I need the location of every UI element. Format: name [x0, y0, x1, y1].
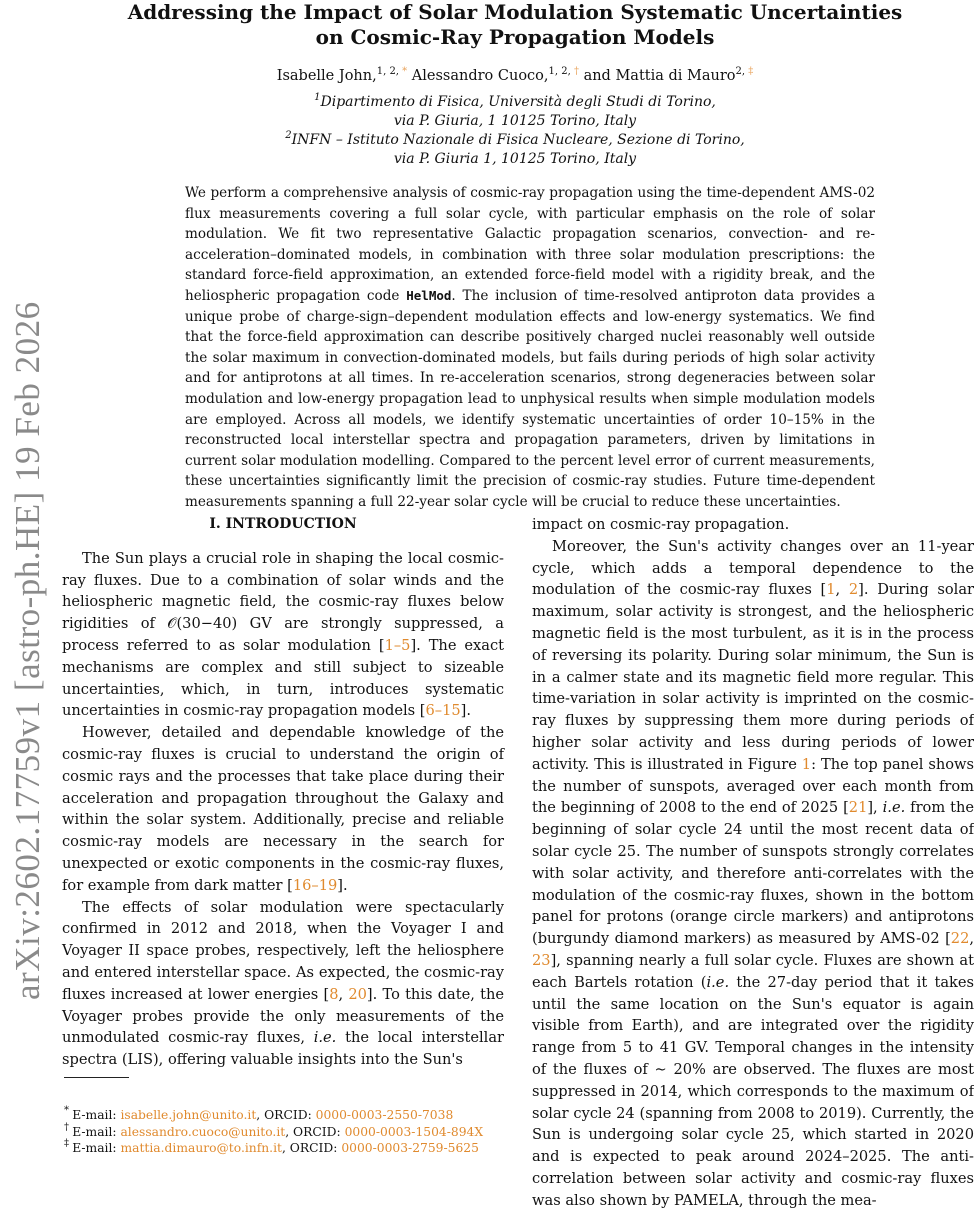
footnote-divider — [64, 1077, 129, 1078]
citation-link[interactable]: 1 — [801, 755, 812, 773]
author: Alessandro Cuoco,$^{1, 2, \dagger}$ — [411, 66, 579, 84]
footnote-mark: † — [64, 1121, 73, 1133]
orcid-link[interactable]: 0000-0003-2759-5625 — [341, 1141, 479, 1155]
orcid-label: , ORCID: — [281, 1141, 342, 1155]
abstract-text — [185, 183, 875, 513]
email-link[interactable]: mattia.dimauro@to.infn.it — [120, 1141, 282, 1155]
paragraph — [62, 548, 504, 722]
text-run: . The inclusion of time-resolved antiproton data provides a unique probe of charge-sign–dependent modulation effects and low-energy systematics. We find that the force-field approximation can describe positively charged nuclei reasonably well outside the solar maximum in convection-dominated models, but fails during periods of high solar activity and for antiprotons at all times. In re-acceleration scenarios, strong degeneracies between solar modulation and low-energy propagation lead to unphysical results when simple modulation models are employed. Across all models, we identify systematic uncertainties of order 10–15% in the reconstructed local interstellar spectra and propagation parameters, driven by limitations in current solar modulation modelling. Compared to the percent level error of current measurements, these uncertainties significantly limit the precision of cosmic-ray studies. Future time-dependent measurements spanning a full 22-year solar cycle will be crucial to reduce these uncertainties. — [185, 287, 876, 510]
paragraph — [62, 722, 504, 896]
text-run: : The top panel shows the number of sunspots, averaged over each month from the beginning of 2008 to the end of 2025 [ — [532, 755, 974, 817]
citation-link[interactable]: 8 — [329, 985, 339, 1003]
text-run: ]. To this date, the Voyager probes provide the only measurements of the unmodulated cosmic-ray fluxes, — [62, 985, 504, 1047]
text-run: The Sun plays a crucial role in shaping the local cosmic-ray fluxes. Due to a combination of solar winds and the heliospheric magnetic field, the cosmic-ray fluxes below rigidities of 𝒪(30−40) GV are strongly suppressed, a process referred to as solar modulation [ — [62, 549, 504, 654]
footnote — [64, 1121, 504, 1141]
citation-link[interactable]: 1–5 — [384, 636, 411, 654]
affiliation-line: $^2$INFN – Istituto Nazionale di Fisica Nucleare, Sezione di Torino, — [285, 130, 745, 148]
email-label: E-mail: — [72, 1124, 121, 1139]
citation-link[interactable]: 20 — [348, 985, 367, 1003]
footnote-mark: ‡ — [64, 1138, 73, 1149]
paragraph — [532, 514, 974, 536]
citation-link[interactable]: 22 — [950, 930, 970, 948]
paper-title — [100, 0, 930, 50]
text-run: Moreover, the Sun's activity changes over an 11-year cycle, which adds a temporal dependence to the modulation of the cosmic-ray fluxes [ — [532, 537, 974, 599]
text-run: ]. During solar maximum, solar activity is strongest, and the heliospheric magnetic field is the most turbulent, as it is in the process of reversing its polarity. During solar minimum, the Sun is in a calmer state and its magnetic field more regular. This time-variation in solar activity is imprinted on the cosmic-ray fluxes by suppressing them more during periods of higher solar activity and less during periods of lower activity. This is illustrated in Figure — [532, 581, 974, 773]
italic-text: i.e. — [882, 799, 906, 817]
text-run: , — [338, 985, 349, 1003]
title-line: Addressing the Impact of Solar Modulation Systematic Uncertainties — [127, 0, 903, 24]
affiliation-line: $^1$Dipartimento di Fisica, Università degli Studi di Torino, — [314, 92, 716, 110]
italic-text: i.e. — [706, 973, 730, 991]
citation-link[interactable]: 2 — [848, 581, 859, 599]
footnote-link[interactable]: * — [402, 66, 408, 77]
footnotes — [64, 1107, 504, 1157]
author: and Mattia di Mauro$^{2, \ddagger}$ — [583, 66, 754, 84]
email-link[interactable]: alessandro.cuoco@unito.it — [120, 1124, 286, 1139]
affiliation-line: via P. Giuria 1, 10125 Torino, Italy — [393, 151, 637, 167]
text-run: ], — [867, 799, 883, 817]
footnote-mark: * — [64, 1105, 73, 1116]
citation-link[interactable]: 21 — [848, 799, 868, 817]
footnote — [64, 1107, 504, 1124]
email-label: E-mail: — [72, 1141, 121, 1155]
text-run: We perform a comprehensive analysis of cosmic-ray propagation using the time-dependent AMS-02 flux measurements covering a full solar cycle, with particular emphasis on the role of solar modulation. We fit two representative Galactic propagation scenarios, convection- and re-acceleration–dominated models, in combination with three solar modulation prescriptions: the standard force-field approximation, an extended force-field model with a rigidity break, and the heliospheric propagation code — [185, 185, 875, 304]
citation-link[interactable]: 16–19 — [292, 876, 338, 894]
footnote-link[interactable]: † — [573, 66, 579, 77]
text-run: ]. — [460, 702, 471, 720]
orcid-link[interactable]: 0000-0003-2550-7038 — [315, 1108, 454, 1122]
citation-link[interactable]: 1 — [826, 581, 836, 599]
citation-link[interactable]: 6–15 — [425, 702, 461, 720]
text-run: However, detailed and dependable knowledge of the cosmic-ray fluxes is crucial to understand the origin of cosmic rays and the processes that take place during their acceleration and propagation throughout the Galaxy and within the solar system. Additionally, precise and reliable cosmic-ray models are necessary in the search for unexpected or exotic components in the cosmic-ray fluxes, for example from dark matter [ — [62, 724, 504, 894]
text-run: the local interstellar spectra (LIS), offering valuable insights into the Sun's — [62, 1029, 505, 1069]
orcid-label: , ORCID: — [285, 1124, 345, 1139]
footnote-link[interactable]: ‡ — [748, 66, 754, 77]
email-label: E-mail: — [72, 1108, 121, 1122]
left-column — [62, 514, 504, 1071]
code-name: HelMod — [406, 287, 452, 303]
text-run: ], spanning nearly a full solar cycle. Fluxes are shown at each Bartels rotation ( — [532, 951, 974, 991]
text-run: ]. — [337, 876, 348, 894]
affiliations — [100, 93, 930, 169]
orcid-link[interactable]: 0000-0003-1504-894X — [344, 1124, 484, 1139]
section-heading: I. INTRODUCTION — [209, 516, 357, 532]
text-run: the 27-day period that it takes until the same location on the Sun's equator is again visible from Earth), and are integrated over the rigidity range from 5 to 41 GV. Temporal changes in the intensity of the fluxes of ∼ 20% are observed. The fluxes are most suppressed in 2014, which corresponds to the maximum of solar cycle 24 (spanning from 2008 to 2019). Currently, the Sun is undergoing solar cycle 25, which started in 2020 and is expected to peak around 2024–2025. The anti-correlation between solar activity and cosmic-ray fluxes was also shown by PAMELA, through the mea- — [532, 973, 974, 1209]
paragraph — [62, 897, 504, 1071]
text-run: , — [969, 930, 974, 948]
citation-link[interactable]: 23 — [532, 951, 551, 969]
italic-text: i.e. — [313, 1029, 337, 1047]
abstract — [185, 183, 875, 513]
footnote — [64, 1140, 504, 1157]
text-run: , — [835, 581, 849, 599]
paragraph — [532, 536, 974, 1212]
title-line: on Cosmic-Ray Propagation Models — [315, 25, 715, 49]
orcid-label: , ORCID: — [256, 1108, 316, 1122]
author-list — [100, 68, 930, 84]
text-run: The effects of solar modulation were spectacularly confirmed in 2012 and 2018, when the Voyager I and Voyager II space probes, respectively, left the heliosphere and entered interstellar space. As expected, the cosmic-ray fluxes increased at lower energies [ — [62, 898, 504, 1003]
arxiv-identifier-stamp: arXiv:2602.17759v1 [astro-ph.HE] 19 Feb 2026 — [8, 301, 47, 1000]
affiliation-line: via P. Giuria, 1 10125 Torino, Italy — [393, 113, 637, 129]
email-link[interactable]: isabelle.john@unito.it — [120, 1108, 257, 1122]
right-column — [532, 514, 974, 1212]
text-run: impact on cosmic-ray propagation. — [532, 516, 790, 533]
text-run: ]. The exact mechanisms are complex and still subject to sizeable uncertainties, which, in turn, introduces systematic uncertainties in cosmic-ray propagation models [ — [62, 636, 504, 720]
text-run: from the beginning of solar cycle 24 until the most recent data of solar cycle 25. The number of sunspots strongly correlates with solar activity, and therefore anti-correlates with the modulation of the cosmic-ray fluxes, shown in the bottom panel for protons (orange circle markers) and antiprotons (burgundy diamond markers) as measured by AMS-02 [ — [532, 799, 974, 948]
author: Isabelle John,$^{1, 2, *}$ — [276, 66, 408, 84]
